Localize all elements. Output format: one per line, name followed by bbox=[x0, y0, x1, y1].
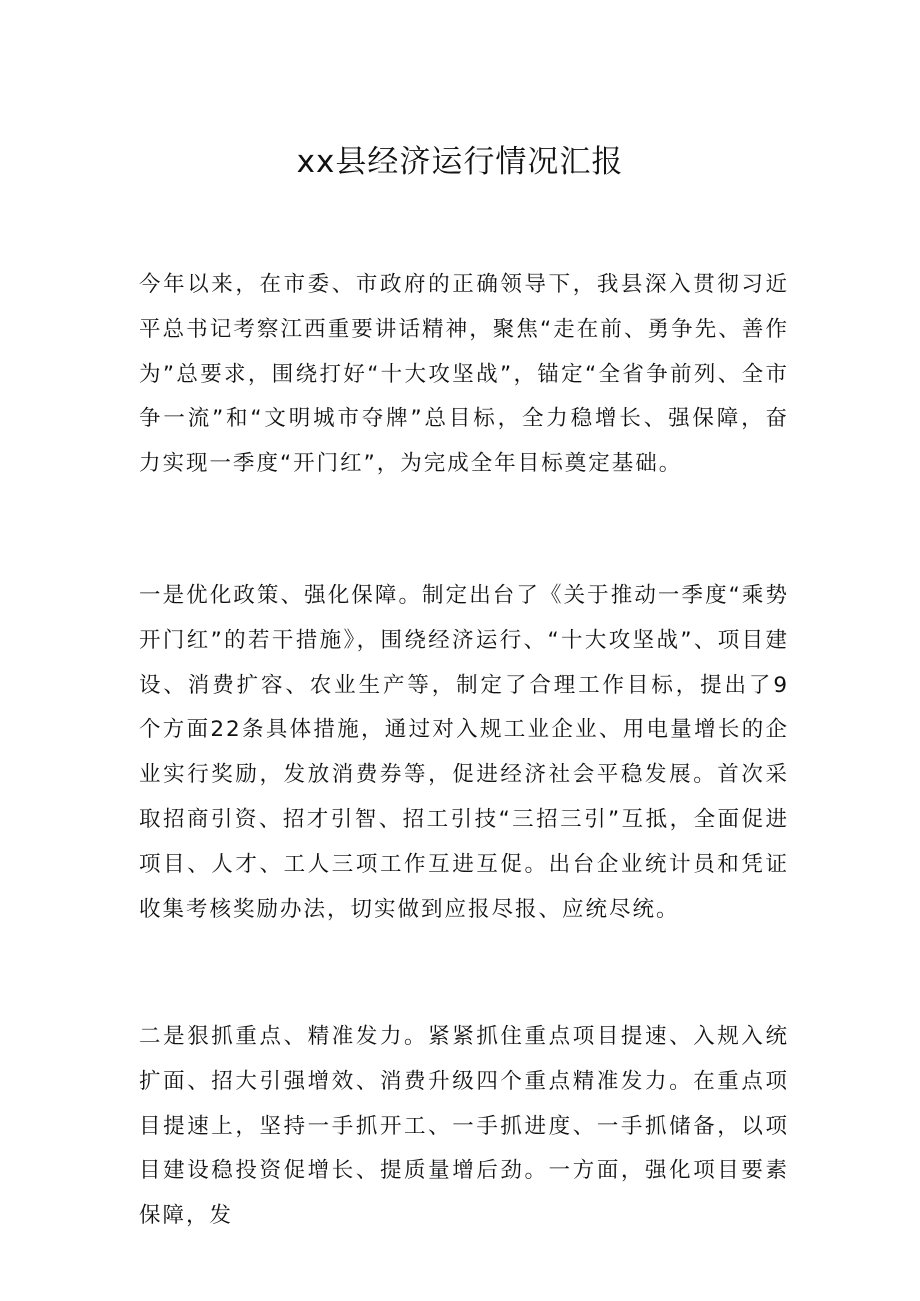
paragraph-policy: 一是优化政策、强化保障。制定出台了《关于推动一季度“乘势开门红”的若干措施》，围绕经济运行、“十大攻坚战”、项目建设、消费扩容、农业生产等，制定了合理工作目标，提出了9个方面22条具体措施，通过对入规工业企业、用电量增长的企业实行奖励，发放消费券等，促进经济社会平稳发展。首次采取招商引资、招才引智、招工引技“三招三引”互抵，全面促进项目、人才、工人三项工作互进互促。出台企业统计员和凭证收集考核奖励办法，切实做到应报尽报、应统尽统。 bbox=[139, 583, 789, 922]
paragraph-intro: 今年以来，在市委、市政府的正确领导下，我县深入贯彻习近平总书记考察江西重要讲话精神，聚焦“走在前、勇争先、善作为”总要求，围绕打好“十大攻坚战”，锚定“全省争前列、全市争一流”和“文明城市夺牌”总目标，全力稳增长、强保障，奋力实现一季度“开门红”，为完成全年目标奠定基础。 bbox=[139, 272, 789, 477]
paragraph-focus: 二是狠抓重点、精准发力。紧紧抓住重点项目提速、入规入统扩面、招大引强增效、消费升级四个重点精准发力。在重点项目提速上，坚持一手抓开工、一手抓进度、一手抓储备，以项目建设稳投资促增长、提质量增后劲。一方面，强化项目要素保障，发 bbox=[139, 1024, 789, 1229]
document-title: xx县经济运行情况汇报 bbox=[296, 144, 624, 180]
